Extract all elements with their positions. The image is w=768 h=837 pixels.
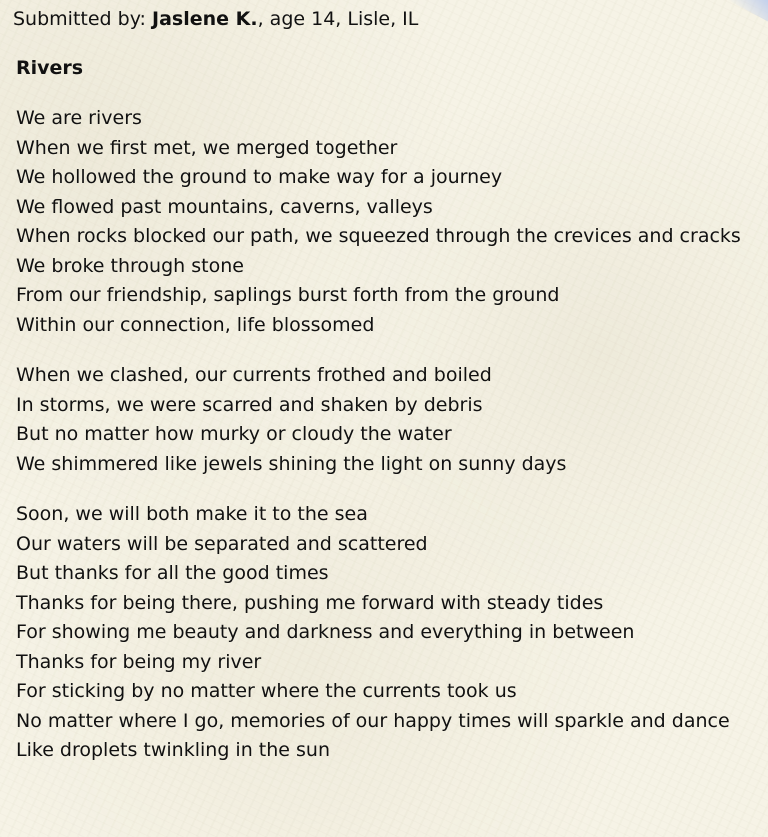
poem-line: We shimmered like jewels shining the light on sunny days xyxy=(16,452,567,475)
byline-details: , age 14, Lisle, IL xyxy=(257,8,419,30)
poem-line: Within our connection, life blossomed xyxy=(16,313,375,336)
poem-line: For showing me beauty and darkness and everything in between xyxy=(16,621,635,643)
poem-line: When we clashed, our currents frothed and boiled xyxy=(16,364,492,386)
poem-line: Soon, we will both make it to the sea xyxy=(16,503,368,525)
submission-byline xyxy=(13,7,418,31)
poem-line: No matter where I go, memories of our happy times will sparkle and dance xyxy=(16,709,730,732)
poem-body xyxy=(16,104,764,787)
page-corner-decoration xyxy=(729,0,768,30)
poem-line: We broke through stone xyxy=(16,254,244,277)
author-name: Jaslene K. xyxy=(152,8,258,30)
stanza-3 xyxy=(16,500,764,766)
poem-line: But thanks for all the good times xyxy=(16,562,329,584)
poem-title: Rivers xyxy=(16,57,84,79)
poem-line: Thanks for being my river xyxy=(16,650,262,673)
poem-line: We are rivers xyxy=(16,107,142,129)
poem-line: Thanks for being there, pushing me forward with steady tides xyxy=(16,591,604,614)
poem-line: We hollowed the ground to make way for a journey xyxy=(16,166,503,188)
poem-line: When we first met, we merged together xyxy=(16,136,398,159)
poem-line: In storms, we were scarred and shaken by debris xyxy=(16,393,483,416)
poem-line: But no matter how murky or cloudy the water xyxy=(16,423,452,445)
poem-line: When rocks blocked our path, we squeezed through the crevices and cracks xyxy=(16,225,741,247)
byline-prefix: Submitted by: xyxy=(13,8,153,30)
poem-line: From our friendship, saplings burst forth from the ground xyxy=(16,284,560,306)
poem-line: Like droplets twinkling in the sun xyxy=(16,739,330,761)
poem-line: Our waters will be separated and scattered xyxy=(16,532,428,555)
poem-line: We flowed past mountains, caverns, valleys xyxy=(16,195,433,218)
stanza-1 xyxy=(16,104,764,340)
poem-line: For sticking by no matter where the currents took us xyxy=(16,680,517,702)
stanza-2 xyxy=(16,361,764,479)
